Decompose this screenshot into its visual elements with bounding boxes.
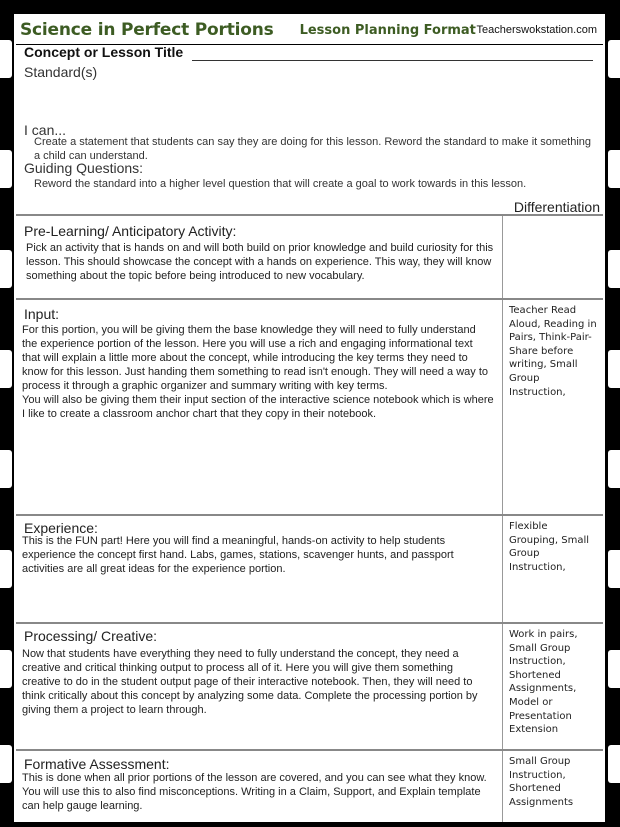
input-text-paragraph-2: You will also be giving them their input section of the interactive science notebook which is where I like to create a classroom anchor chart that they copy in their notebook. [22, 394, 494, 420]
processing-section [16, 624, 603, 751]
experience-differentiation: Flexible Grouping, Small Group Instruction, [509, 521, 590, 573]
prelearning-title: Pre-Learning/ Anticipatory Activity: [24, 223, 237, 239]
formative-section [16, 751, 603, 824]
input-text [22, 323, 494, 421]
lesson-plan-page [12, 12, 607, 824]
ican-text: Create a statement that students can say they are doing for this lesson. Reword the standard to make it something a child can understand. [34, 136, 592, 162]
input-differentiation: Teacher Read Aloud, Reading in Pairs, Think-Pair- Share before writing, Small Group Instruction, [509, 305, 597, 398]
prelearning-differentiation [503, 216, 603, 298]
experience-text: This is the FUN part! Here you will find a meaningful, hands-on activity to help students experience the concept first hand. Labs, games, stations, scavenger hunts, and passport activities are all great ideas for the experience portion. [22, 535, 454, 575]
concept-title-line[interactable] [192, 60, 593, 61]
processing-title: Processing/ Creative: [24, 628, 158, 644]
input-title: Input: [24, 306, 60, 322]
page-header [16, 16, 603, 45]
site-url: Teacherswokstation.com [476, 24, 597, 36]
format-title: Lesson Planning Format [299, 22, 476, 38]
processing-differentiation: Work in pairs, Small Group Instruction, Shortened Assignments, Model or Presentation Extension [509, 629, 578, 736]
input-text-paragraph-1: For this portion, you will be giving them the base knowledge they will need to fully understand the experience portion of the lesson. Here you will use a rich and engaging informational text that will explain a little more about the concept, while introducing the key terms they need to know for this lesson. Just handing them something to read isn't enough. They will need a way to process it through a graphic organizer and summary writing with key terms. [22, 324, 488, 392]
prelearning-section [16, 214, 603, 300]
standards-label: Standard(s) [24, 64, 98, 80]
differentiation-header: Differentiation [513, 199, 600, 215]
experience-title: Experience: [24, 520, 98, 536]
input-section [16, 300, 603, 516]
formative-text: This is done when all prior portions of the lesson are covered, and you can see what they know. You will use this to also find misconceptions. Writing in a Claim, Support, and Explain template can help gauge learning. [22, 772, 487, 812]
prelearning-text: Pick an activity that is hands on and will both build on prior knowledge and build curiosity for this lesson. This should showcase the concept with a hands on experience. This way, they will know something about the topic before being introduced to new vocabulary. [26, 242, 494, 282]
brand-title: Science in Perfect Portions [20, 20, 274, 40]
formative-title: Formative Assessment: [24, 756, 170, 772]
concept-label: Concept or Lesson Title [24, 44, 184, 60]
formative-differentiation: Small Group Instruction, Shortened Assignments [509, 756, 574, 808]
experience-section [16, 516, 603, 624]
processing-text: Now that students have everything they need to fully understand the concept, they need a creative and critical thinking output to process all of it. Here you will give them something creative to do in the student output page of their interactive notebook. Then, they will need to think critically about this concept by analyzing some data. Complete the processing portion by giving them a project to learn through. [22, 648, 478, 716]
guiding-questions-label: Guiding Questions: [24, 160, 144, 176]
guiding-questions-text: Reword the standard into a higher level question that will create a goal to work towards in this lesson. [34, 178, 527, 190]
ican-label: I can... [24, 122, 67, 138]
